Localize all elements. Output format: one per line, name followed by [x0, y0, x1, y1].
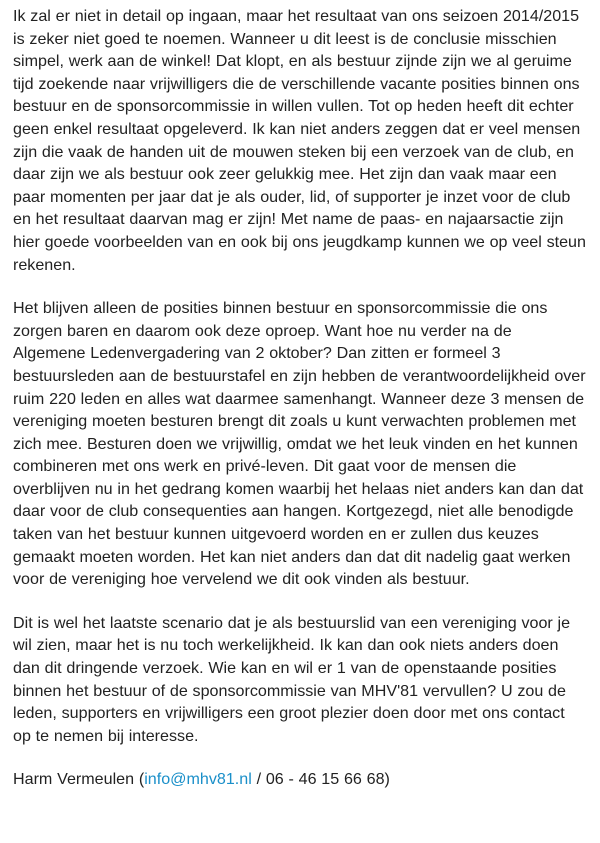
paragraph-board-positions: Het blijven alleen de posities binnen bestuur en sponsorcommissie die ons zorgen baren en daarom ook deze oproep. Want hoe nu verder na de Algemene Ledenvergadering van 2 oktober? Dan zitten er formeel 3 bestuursleden aan de bestuurstafel en zijn hebben de verantwoordelijkheid over ruim 220 leden en alles wat daarmee samenhangt. Wanneer deze 3 mensen de vereniging moeten besturen brengt dit zoals u kunt verwachten problemen met zich mee. Besturen doen we vrijwillig, omdat we het leuk vinden en het kunnen combineren met ons werk en privé-leven. Dit gaat voor de mensen die overblijven nu in het gedrang komen waarbij het helaas niet anders kan dan dat daar voor de club consequenties aan hangen. Kortgezegd, niet alle benodigde taken van het bestuur kunnen uitgevoerd worden en er zullen dus keuzes gemaakt moeten worden. Het kan niet anders dan dat dit nadelig gaat werken voor de vereniging hoe vervelend we dit ook vinden als bestuur. [13, 299, 586, 589]
email-link[interactable]: info@mhv81.nl [144, 770, 252, 789]
signature-separator: / [251, 770, 266, 789]
signature-line [13, 768, 587, 791]
signature-phone: 06 - 46 15 66 68 [265, 770, 385, 789]
signature-close-paren: ) [384, 770, 390, 789]
paragraph-call-to-action: Dit is wel het laatste scenario dat je als bestuurslid van een vereniging voor je wil zien, maar het is nu toch werkelijkheid. Ik kan dan ook niets anders doen dan dit dringende verzoek. Wie kan en wil er 1 van de openstaande posities binnen het bestuur of de sponsorcommissie van MHV'81 vervullen? U zou de leden, supporters en vrijwilligers een groot plezier doen door met ons contact op te nemen bij interesse. [13, 613, 571, 745]
paragraph-intro: Ik zal er niet in detail op ingaan, maar het resultaat van ons seizoen 2014/2015 is zeker niet goed te noemen. Wanneer u dit leest is de conclusie misschien simpel, werk aan de winkel! Dat klopt, en als bestuur zijnde zijn we al geruime tijd zoekende naar vrijwilligers die de verschillende vacante posities binnen ons bestuur en de sponsorcommissie in willen vullen. Tot op heden heeft dit echter geen enkel resultaat opgeleverd. Ik kan niet anders zeggen dat er veel mensen zijn die vaak de handen uit de mouwen steken bij een verzoek van de club, en daar zijn we als bestuur ook zeer gelukkig mee. Het zijn dan vaak maar een paar momenten per jaar dat je als ouder, lid, of supporter je inzet voor de club en het resultaat daarvan mag er zijn! Met name de paas- en najaarsactie zijn hier goede voorbeelden van en ook bij ons jeugdkamp kunnen we op veel steun rekenen. [13, 7, 586, 274]
signature-name: Harm Vermeulen [13, 770, 135, 789]
signature-open-paren: ( [134, 770, 145, 789]
